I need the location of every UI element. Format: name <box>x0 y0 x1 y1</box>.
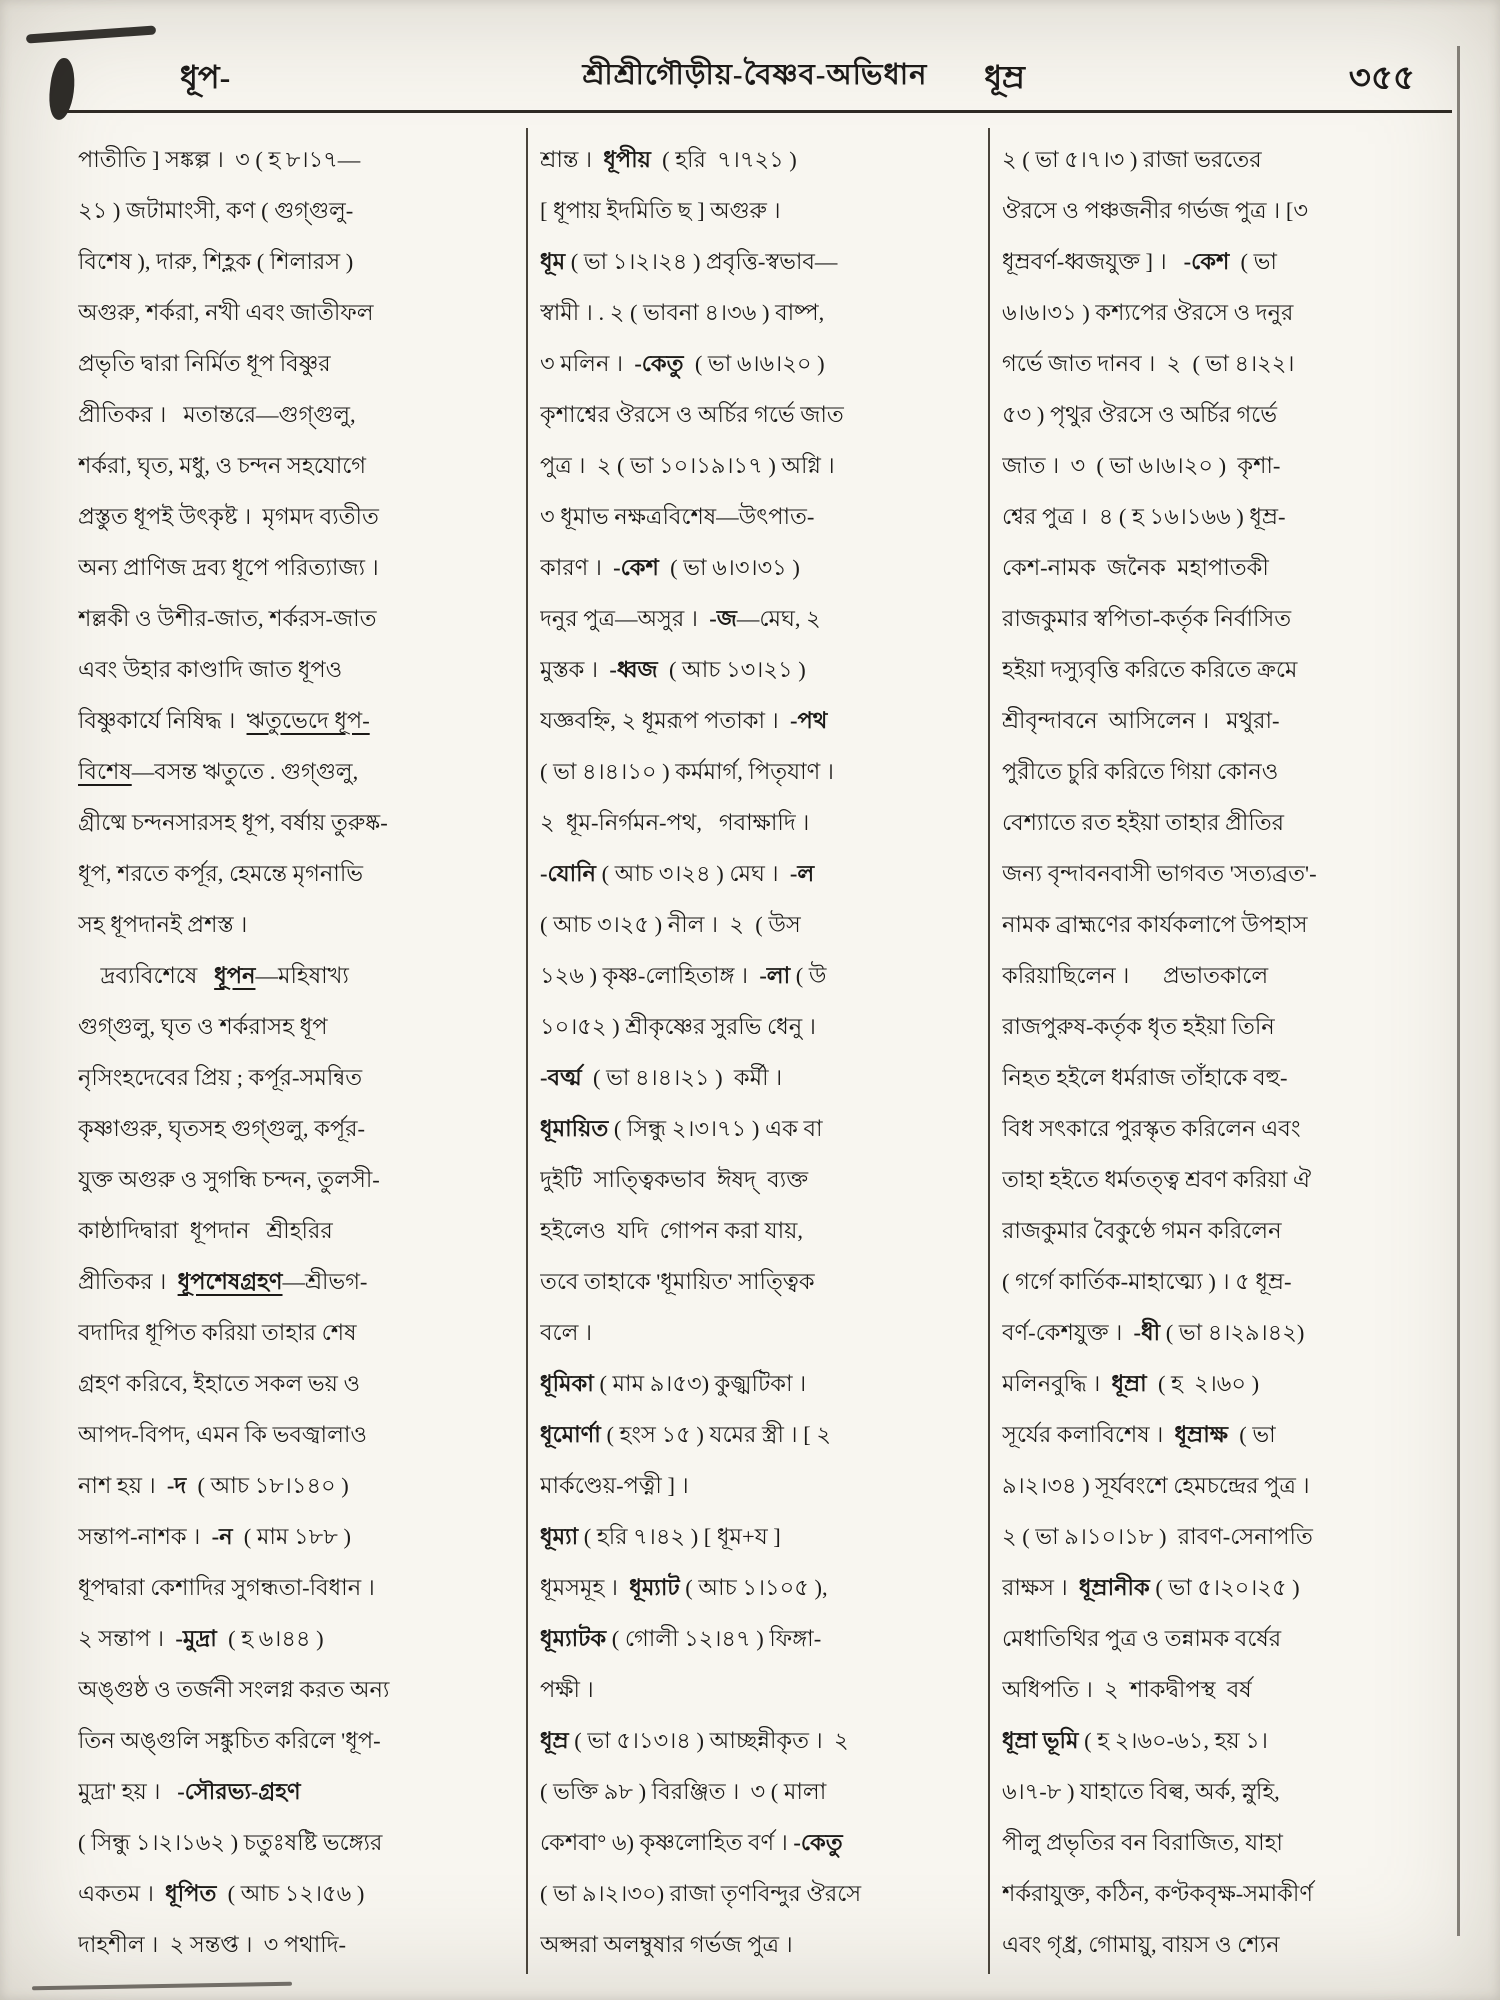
book-title: শ্রীশ্রীগৌড়ীয়-বৈষ্ণব-অভিধান <box>582 59 928 91</box>
text-line: রাজপুরুষ-কর্তৃক ধৃত হইয়া তিনি <box>1002 1014 1275 1039</box>
text-line: ধূম্যাটক ( গোলী ১২।৪৭ ) ফিঙ্গা- <box>540 1626 822 1651</box>
text-line: হইলেও যদি গোপন করা যায়, <box>540 1218 803 1243</box>
text-line: ( গর্গে কার্তিক-মাহাত্ম্যে ) । ৫ ধূম্র- <box>1002 1269 1292 1294</box>
text-line: বেশ্যাতে রত হইয়া তাহার প্রীতির <box>1002 810 1285 835</box>
text-line: প্রীতিকর । ধূপশেষগ্রহণ—শ্রীভগ- <box>78 1269 368 1294</box>
text-line: জাত । ৩ ( ভা ৬।৬।২০ ) কৃশা- <box>1002 453 1281 478</box>
text-line: ২ ( ভা ৯।১০।১৮ ) রাবণ-সেনাপতি <box>1002 1524 1313 1549</box>
text-line: ১০।৫২ ) শ্রীকৃষ্ণের সুরভি ধেনু । <box>540 1014 816 1039</box>
text-line: ৬।৬।৩১ ) কশ্যপের ঔরসে ও দনুর <box>1002 300 1294 325</box>
text-line: ধূম্যা ( হরি ৭।৪২ ) [ ধূম+য ] <box>540 1524 781 1549</box>
text-line: দাহশীল । ২ সন্তপ্ত । ৩ পথাদি- <box>78 1932 347 1957</box>
text-line: শ্রান্ত । ধূপীয় ( হরি ৭।৭২১ ) <box>540 147 797 172</box>
text-line: গুগ্‌গুলু, ঘৃত ও শর্করাসহ ধূপ <box>78 1014 328 1039</box>
text-line: ৬।৭-৮ ) যাহাতে বিল্ব, অর্ক, স্নুহি, <box>1002 1779 1280 1804</box>
text-line: ( ভা ৯।২।৩০) রাজা তৃণবিন্দুর ঔরসে <box>540 1881 862 1906</box>
text-line: মুদ্রা' হয় । -সৌরভ্য-গ্রহণ <box>78 1779 301 1804</box>
text-line: নাশ হয় । -দ ( আচ ১৮।১৪০ ) <box>78 1473 349 1498</box>
text-line: অপ্সরা অলম্বুষার গর্ভজ পুত্র । <box>540 1932 793 1957</box>
text-line: রাজকুমার স্বপিতা-কর্তৃক নির্বাসিত <box>1002 606 1292 631</box>
text-line: প্রভৃতি দ্বারা নির্মিত ধূপ বিষ্ণুর <box>78 351 331 376</box>
text-line: ধূমসমূহ । ধূম্যাট ( আচ ১।১০৫ ), <box>540 1575 828 1600</box>
text-line: শল্লকী ও উশীর-জাত, শর্করস-জাত <box>78 606 377 631</box>
text-line: তিন অঙ্গুলি সঙ্কুচিত করিলে 'ধূপ- <box>78 1728 381 1753</box>
text-line: নামক ব্রাহ্মণের কার্যকলাপে উপহাস <box>1002 912 1308 937</box>
text-line: বিশেষ ), দারু, শিহ্লক ( শিলারস ) <box>78 249 354 274</box>
text-line: বর্ণ-কেশযুক্ত । -ধী ( ভা ৪।২৯।৪২) <box>1002 1320 1305 1345</box>
scan-artifact <box>32 1982 292 1991</box>
text-line: ধূম ( ভা ১।২।২৪ ) প্রবৃত্তি-স্বভাব— <box>540 249 838 274</box>
scan-artifact <box>1457 46 1460 1936</box>
text-line: ধূপ, শরতে কর্পূর, হেমন্তে মৃগনাভি <box>78 861 364 886</box>
text-line: পক্ষী । <box>540 1677 594 1702</box>
text-line: -যোনি ( আচ ৩।২৪ ) মেঘ । -ল <box>540 861 815 886</box>
text-line: বদাদির ধূপিত করিয়া তাহার শেষ <box>78 1320 357 1345</box>
text-line: তবে তাহাকে 'ধূমায়িত' সাত্ত্বিক <box>540 1269 815 1294</box>
text-line: কেশবা° ৬) কৃষ্ণলোহিত বর্ণ । -কেতু <box>540 1830 843 1855</box>
text-line: আপদ-বিপদ, এমন কি ভবজ্বালাও <box>78 1422 367 1447</box>
text-line: ধূম্র ( ভা ৫।১৩।৪ ) আচ্ছন্নীকৃত । ২ <box>540 1728 849 1753</box>
text-line: কারণ । -কেশ ( ভা ৬।৩।৩১ ) <box>540 555 800 580</box>
text-line: দুইটি সাত্ত্বিকভাব ঈষদ্‌ ব্যক্ত <box>540 1167 809 1192</box>
text-line: পুত্র । ২ ( ভা ১০।১৯।১৭ ) অগ্নি । <box>540 453 835 478</box>
text-line: ধূম্রবর্ণ-ধ্বজযুক্ত ] । -কেশ ( ভা <box>1002 249 1277 274</box>
column-1 <box>66 128 526 1974</box>
text-line: তাহা হইতে ধর্মতত্ত্ব শ্রবণ করিয়া ঐ <box>1002 1167 1312 1192</box>
scan-artifact <box>26 25 156 43</box>
guide-word-right: ধূম্র <box>984 59 1025 95</box>
text-line: ধূপদ্বারা কেশাদির সুগন্ধতা-বিধান । <box>78 1575 375 1600</box>
text-line: কৃষ্ণাগুরু, ঘৃতসহ গুগ্‌গুলু, কর্পূর- <box>78 1116 366 1141</box>
text-line: শ্রীবৃন্দাবনে আসিলেন । মথুরা- <box>1002 708 1280 733</box>
text-line: যজ্ঞবহ্নি, ২ ধূমরূপ পতাকা । -পথ <box>540 708 828 733</box>
text-line: গ্রীষ্মে চন্দনসারসহ ধূপ, বর্ষায় তুরুষ্ক- <box>78 810 388 835</box>
text-line: মলিনবুদ্ধি । ধূম্রা ( হ ২।৬০ ) <box>1002 1371 1260 1396</box>
text-line: ১২৬ ) কৃষ্ণ-লোহিতাঙ্গ । -লা ( উ <box>540 963 827 988</box>
text-line: শর্করা, ঘৃত, মধু, ও চন্দন সহযোগে <box>78 453 367 478</box>
text-line: একতম । ধূপিত ( আচ ১২।৫৬ ) <box>78 1881 365 1906</box>
text-line: বিশেষ—বসন্ত ঋতুতে . গুগ্‌গুলু, <box>78 759 359 784</box>
text-line: শর্করাযুক্ত, কঠিন, কণ্টকবৃক্ষ-সমাকীর্ণ <box>1002 1881 1313 1906</box>
text-line: প্রীতিকর । মতান্তরে—গুগ্‌গুলু, <box>78 402 356 427</box>
text-line: সূর্যের কলাবিশেষ । ধূম্রাক্ষ ( ভা <box>1002 1422 1276 1447</box>
text-line: ২১ ) জটামাংসী, কণ ( গুগ্‌গুলু- <box>78 198 354 223</box>
text-line: ধূমিকা ( মাম ৯।৫৩) কুজ্ঝটিকা । <box>540 1371 807 1396</box>
text-line: জন্য বৃন্দাবনবাসী ভাগবত 'সত্যব্রত'- <box>1002 861 1317 886</box>
page-header <box>65 52 1445 104</box>
text-line: কেশ-নামক জনৈক মহাপাতকী <box>1002 555 1269 580</box>
text-line: ধূম্রা ভূমি ( হ ২।৬০-৬১, হয় ১। <box>1002 1728 1268 1753</box>
text-line: ২ ধূম-নির্গমন-পথ, গবাক্ষাদি । <box>540 810 810 835</box>
text-line: কাষ্ঠাদিদ্বারা ধূপদান শ্রীহরির <box>78 1218 333 1243</box>
text-line: ( ভক্তি ৯৮ ) বিরঞ্জিত । ৩ ( মালা <box>540 1779 827 1804</box>
text-line: গর্ভে জাত দানব । ২ ( ভা ৪।২২। <box>1002 351 1295 376</box>
text-line: ( আচ ৩।২৫ ) নীল । ২ ( উস <box>540 912 801 937</box>
text-line: সন্তাপ-নাশক । -ন ( মাম ১৮৮ ) <box>78 1524 351 1549</box>
text-line: ৩ মলিন । -কেতু ( ভা ৬।৬।২০ ) <box>540 351 825 376</box>
text-line: ধূমায়িত ( সিন্ধু ২।৩।৭১ ) এক বা <box>540 1116 823 1141</box>
text-line: -বর্ত্ম ( ভা ৪।৪।২১ ) কর্মী । <box>540 1065 783 1090</box>
text-line: ৩ ধূমাভ নক্ষত্রবিশেষ—উৎপাত- <box>540 504 815 529</box>
text-line: অধিপতি । ২ শাকদ্বীপস্থ বর্ষ <box>1002 1677 1252 1702</box>
text-line: ( ভা ৪।৪।১০ ) কর্মমার্গ, পিতৃযাণ । <box>540 759 834 784</box>
text-line: মার্কণ্ডেয়-পত্নী ] । <box>540 1473 689 1498</box>
text-line: রাক্ষস । ধূম্রানীক ( ভা ৫।২০।২৫ ) <box>1002 1575 1300 1600</box>
text-line: দ্রব্যবিশেষে ধূপন—মহিষাখ্য <box>78 963 349 988</box>
text-line: নৃসিংহদেবের প্রিয় ; কর্পূর-সমন্বিত <box>78 1065 363 1090</box>
text-line: অঙ্গুষ্ঠ ও তর্জনী সংলগ্ন করত অন্য <box>78 1677 390 1702</box>
text-line: শ্বের পুত্র । ৪ ( হ ১৬।১৬৬ ) ধূম্র- <box>1002 504 1286 529</box>
text-line: দনুর পুত্র—অসুর । -জ—মেঘ, ২ <box>540 606 821 631</box>
text-line: কৃশাশ্বের ঔরসে ও অর্চির গর্ভে জাত <box>540 402 844 427</box>
text-line: মেধাতিথির পুত্র ও তন্নামক বর্ষের <box>1002 1626 1282 1651</box>
page-number: ৩৫৫ <box>1348 60 1415 97</box>
guide-word-left: ধূপ- <box>180 59 231 95</box>
text-line: [ ধূপায় ইদমিতি ছ ] অগুরু । <box>540 198 781 223</box>
text-line: এবং গৃধ্র, গোমায়ু, বায়স ও শ্যেন <box>1002 1932 1280 1957</box>
text-line: ৯।২।৩৪ ) সূর্যবংশে হেমচন্দ্রের পুত্র । <box>1002 1473 1310 1498</box>
text-line: পুরীতে চুরি করিতে গিয়া কোনও <box>1002 759 1279 784</box>
text-line: অন্য প্রাণিজ দ্রব্য ধূপে পরিত্যাজ্য । <box>78 555 379 580</box>
header-rule <box>60 110 1452 113</box>
text-line: যুক্ত অগুরু ও সুগন্ধি চন্দন, তুলসী- <box>78 1167 380 1192</box>
text-line: হইয়া দস্যুবৃত্তি করিতে করিতে ক্রমে <box>1002 657 1298 682</box>
text-line: পীলু প্রভৃতির বন বিরাজিত, যাহা <box>1002 1830 1283 1855</box>
text-line: বিষ্ণুকার্যে নিষিদ্ধ । ঋতুভেদে ধূপ- <box>78 708 370 733</box>
text-line: পাতীতি ] সঙ্কল্প । ৩ ( হ ৮।১৭— <box>78 147 361 172</box>
text-line: গ্রহণ করিবে, ইহাতে সকল ভয় ও <box>78 1371 361 1396</box>
column-3 <box>990 128 1450 1974</box>
text-line: ( সিন্ধু ১।২।১৬২ ) চতুঃষষ্টি ভঙ্গ্যের <box>78 1830 383 1855</box>
text-line: ধূমোর্ণা ( হংস ১৫ ) যমের স্ত্রী । [ ২ <box>540 1422 831 1447</box>
text-line: ৫৩ ) পৃথুর ঔরসে ও অর্চির গর্ভে <box>1002 402 1277 427</box>
text-line: অগুরু, শর্করা, নখী এবং জাতীফল <box>78 300 374 325</box>
text-line: স্বামী । . ২ ( ভাবনা ৪।৩৬ ) বাষ্প, <box>540 300 825 325</box>
page-body <box>66 128 1450 1974</box>
text-line: করিয়াছিলেন । প্রভাতকালে <box>1002 963 1269 988</box>
text-line: নিহত হইলে ধর্মরাজ তাঁহাকে বহু- <box>1002 1065 1288 1090</box>
column-2 <box>526 128 990 1974</box>
text-line: সহ ধূপদানই প্রশস্ত । <box>78 912 248 937</box>
text-line: বিধ সৎকারে পুরস্কৃত করিলেন এবং <box>1002 1116 1301 1141</box>
text-line: এবং উহার কাণ্ডাদি জাত ধূপও <box>78 657 343 682</box>
text-line: মুস্তক । -ধ্বজ ( আচ ১৩।২১ ) <box>540 657 806 682</box>
text-line: প্রস্তুত ধূপই উৎকৃষ্ট । মৃগমদ ব্যতীত <box>78 504 379 529</box>
text-line: ২ ( ভা ৫।৭।৩ ) রাজা ভরতের <box>1002 147 1262 172</box>
text-line: ঔরসে ও পঞ্চজনীর গর্ভজ পুত্র । [৩ <box>1002 198 1308 223</box>
text-line: রাজকুমার বৈকুণ্ঠে গমন করিলেন <box>1002 1218 1282 1243</box>
text-line: ২ সন্তাপ । -মুদ্রা ( হ ৬।৪৪ ) <box>78 1626 324 1651</box>
text-line: বলে । <box>540 1320 593 1345</box>
